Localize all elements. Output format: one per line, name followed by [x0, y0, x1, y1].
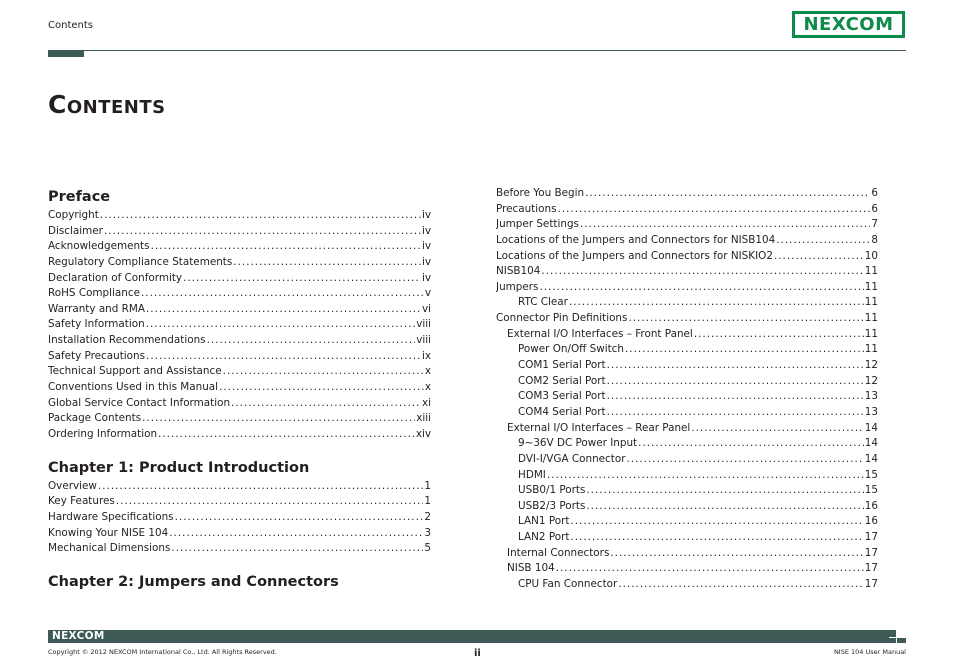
toc-entry[interactable]	[496, 374, 878, 390]
header-rule	[48, 50, 906, 51]
toc-entry-page: 17	[864, 531, 878, 544]
toc-leader-dots	[539, 280, 863, 296]
toc-entry-page: 13	[864, 390, 878, 403]
toc-entry-title: Package Contents	[48, 412, 142, 425]
toc-leader-dots	[580, 217, 870, 233]
toc-entry[interactable]	[48, 396, 431, 412]
toc-entry-page: 11	[864, 343, 878, 356]
toc-leader-dots	[586, 499, 863, 515]
toc-entry[interactable]	[496, 186, 878, 202]
nexcom-logo	[792, 11, 905, 38]
toc-leader-dots	[146, 302, 421, 318]
toc-entry[interactable]	[496, 280, 878, 296]
toc-leader-dots	[776, 233, 870, 249]
toc-entry[interactable]	[496, 327, 878, 343]
logo-text: NEXCOM	[803, 14, 894, 35]
toc-leader-dots	[223, 364, 424, 380]
toc-entry-page: x	[424, 365, 431, 378]
toc-entry-title: Copyright	[48, 208, 99, 221]
toc-leader-dots	[171, 541, 423, 557]
toc-entry-title: Warranty and RMA	[48, 302, 145, 315]
toc-entry-page: 1	[424, 479, 431, 492]
toc-entry-title: Power On/Off Switch	[518, 343, 624, 356]
toc-entry-page: 16	[864, 499, 878, 512]
toc-entry-title: LAN1 Port	[518, 515, 570, 528]
toc-entry-page: iv	[421, 208, 431, 221]
toc-entry-title: Jumper Settings	[496, 218, 579, 231]
toc-leader-dots	[219, 380, 424, 396]
toc-leader-dots	[175, 510, 424, 526]
toc-entry-title: RoHS Compliance	[48, 287, 140, 300]
toc-entry-title: Acknowledgements	[48, 240, 150, 253]
toc-leader-dots	[151, 239, 421, 255]
toc-leader-dots	[585, 186, 870, 202]
toc-entry-title: HDMI	[518, 468, 546, 481]
section-heading-chapter2: Chapter 2: Jumpers and Connectors	[48, 573, 339, 590]
toc-leader-dots	[116, 494, 424, 510]
toc-entry-page: 8	[871, 233, 878, 246]
toc-entry-page: iv	[421, 240, 431, 253]
toc-entry-title: COM2 Serial Port	[518, 374, 606, 387]
footer-copyright: Copyright © 2012 NEXCOM International Co., Ltd. All Rights Reserved.	[48, 648, 277, 656]
toc-entry-title: Technical Support and Assistance	[48, 365, 222, 378]
page-title: Contents	[48, 90, 166, 119]
toc-entry[interactable]	[496, 546, 878, 562]
toc-entry-title: Declaration of Conformity	[48, 271, 183, 284]
toc-leader-dots	[774, 249, 864, 265]
toc-entry-page: 3	[424, 526, 431, 539]
toc-entry[interactable]	[48, 302, 431, 318]
toc-entry[interactable]	[496, 577, 878, 593]
toc-entry[interactable]	[496, 295, 878, 311]
toc-entry-page: 17	[864, 546, 878, 559]
toc-entry[interactable]	[48, 333, 431, 349]
toc-entry[interactable]	[48, 526, 431, 542]
toc-entry-title: Locations of the Jumpers and Connectors for NISB104	[496, 233, 776, 246]
toc-entry-title: USB0/1 Ports	[518, 484, 586, 497]
toc-entry-page: 11	[864, 312, 878, 325]
toc-leader-dots	[556, 561, 864, 577]
toc-leader-dots	[626, 452, 863, 468]
toc-entry[interactable]	[496, 514, 878, 530]
toc-leader-dots	[610, 546, 863, 562]
toc-entry[interactable]	[48, 541, 431, 557]
toc-entry-page: 7	[871, 218, 878, 231]
toc-entry[interactable]	[48, 479, 431, 495]
toc-entry[interactable]	[48, 427, 431, 443]
toc-entry-page: iv	[421, 271, 431, 284]
toc-list-chapter2	[496, 186, 878, 593]
toc-entry[interactable]	[48, 510, 431, 526]
toc-leader-dots	[231, 396, 421, 412]
toc-entry-page: 2	[424, 510, 431, 523]
toc-entry-page: viii	[416, 318, 431, 331]
toc-list-chapter1	[48, 479, 431, 557]
footer-bar	[48, 630, 889, 643]
toc-entry-title: Precautions	[496, 202, 557, 215]
toc-entry-title: Hardware Specifications	[48, 510, 174, 523]
toc-entry[interactable]	[496, 342, 878, 358]
toc-leader-dots	[104, 224, 421, 240]
toc-leader-dots	[570, 530, 863, 546]
toc-entry-title: LAN2 Port	[518, 531, 570, 544]
toc-leader-dots	[233, 255, 421, 271]
toc-leader-dots	[618, 577, 863, 593]
toc-leader-dots	[158, 427, 415, 443]
toc-entry-page: 15	[864, 468, 878, 481]
toc-entry-page: iv	[421, 224, 431, 237]
toc-entry[interactable]	[48, 380, 431, 396]
toc-leader-dots	[547, 468, 864, 484]
toc-entry[interactable]	[496, 405, 878, 421]
toc-entry-title: RTC Clear	[518, 296, 568, 309]
toc-entry-page: 6	[871, 202, 878, 215]
toc-entry-page: iv	[421, 255, 431, 268]
toc-right-column	[496, 186, 878, 593]
section-heading-preface: Preface	[48, 189, 111, 205]
toc-entry-page: 14	[864, 421, 878, 434]
toc-entry-title: Regulatory Compliance Statements	[48, 255, 233, 268]
toc-entry-page: 14	[864, 437, 878, 450]
toc-entry-page: 11	[864, 280, 878, 293]
toc-leader-dots	[541, 264, 863, 280]
toc-entry-page: 11	[864, 296, 878, 309]
toc-entry-title: Disclaimer	[48, 224, 103, 237]
toc-entry[interactable]	[496, 561, 878, 577]
toc-entry-page: xi	[421, 396, 431, 409]
page-number: ii	[474, 648, 481, 659]
toc-leader-dots	[98, 479, 423, 495]
toc-entry[interactable]	[48, 286, 431, 302]
toc-entry-page: xiv	[415, 427, 431, 440]
toc-leader-dots	[607, 389, 864, 405]
toc-entry-page: ix	[421, 349, 431, 362]
toc-entry[interactable]	[48, 364, 431, 380]
toc-list-preface	[48, 208, 431, 443]
toc-entry-title: DVI-I/VGA Connector	[518, 452, 626, 465]
toc-leader-dots	[607, 358, 864, 374]
toc-entry[interactable]	[496, 358, 878, 374]
toc-entry-page: v	[424, 287, 431, 300]
toc-entry[interactable]	[496, 264, 878, 280]
toc-entry[interactable]	[496, 311, 878, 327]
toc-entry-page: xiii	[416, 412, 431, 425]
toc-entry-title: External I/O Interfaces – Rear Panel	[507, 421, 691, 434]
toc-entry-page: 12	[864, 359, 878, 372]
toc-entry-title: Ordering Information	[48, 427, 158, 440]
toc-entry-page: 15	[864, 484, 878, 497]
toc-leader-dots	[183, 271, 421, 287]
section-heading-chapter1: Chapter 1: Product Introduction	[48, 459, 310, 476]
running-header: Contents	[48, 20, 93, 31]
toc-entry-title: COM1 Serial Port	[518, 359, 606, 372]
toc-entry[interactable]	[496, 436, 878, 452]
toc-entry-page: x	[424, 381, 431, 394]
toc-entry-page: 16	[864, 515, 878, 528]
toc-left-column	[48, 186, 431, 593]
toc-entry-title: USB2/3 Ports	[518, 499, 586, 512]
footer-logo: NEXCOM	[52, 630, 105, 642]
toc-leader-dots	[628, 311, 863, 327]
toc-leader-dots	[607, 374, 864, 390]
footer-manual-name: NISE 104 User Manual	[833, 648, 906, 656]
toc-entry-title: Locations of the Jumpers and Connectors for NISKIO2	[496, 249, 773, 262]
toc-entry-title: COM3 Serial Port	[518, 390, 606, 403]
toc-entry-page: 17	[864, 562, 878, 575]
toc-entry-page: viii	[416, 334, 431, 347]
toc-entry-page: 11	[864, 265, 878, 278]
toc-entry[interactable]	[48, 208, 431, 224]
toc-leader-dots	[142, 411, 415, 427]
toc-entry-page: 6	[871, 186, 878, 199]
toc-entry-page: 17	[864, 578, 878, 590]
toc-entry-page: 10	[864, 249, 878, 262]
toc-entry-title: NISB 104	[507, 562, 555, 575]
toc-entry[interactable]	[496, 421, 878, 437]
toc-leader-dots	[638, 436, 864, 452]
toc-entry[interactable]	[496, 499, 878, 515]
toc-entry-page: 5	[424, 542, 431, 555]
toc-entry-title: Global Service Contact Information	[48, 396, 231, 409]
toc-leader-dots	[691, 421, 863, 437]
toc-entry[interactable]	[496, 202, 878, 218]
toc-entry[interactable]	[48, 317, 431, 333]
toc-entry-title: NISB104	[496, 265, 541, 278]
toc-entry-title: Before You Begin	[496, 186, 585, 199]
toc-leader-dots	[607, 405, 864, 421]
toc-entry-title: Safety Precautions	[48, 349, 146, 362]
header-rule-tab	[48, 51, 84, 57]
toc-entry[interactable]	[496, 452, 878, 468]
toc-entry[interactable]	[48, 349, 431, 365]
toc-entry[interactable]	[496, 389, 878, 405]
toc-entry-title: CPU Fan Connector	[518, 578, 618, 590]
toc-leader-dots	[570, 514, 863, 530]
toc-entry-title: Mechanical Dimensions	[48, 542, 171, 555]
toc-entry-page: 13	[864, 405, 878, 418]
toc-entry[interactable]	[48, 224, 431, 240]
toc-entry-title: COM4 Serial Port	[518, 405, 606, 418]
toc-entry-title: External I/O Interfaces – Front Panel	[507, 327, 693, 340]
toc-entry-page: vi	[421, 302, 431, 315]
toc-entry[interactable]	[496, 483, 878, 499]
toc-entry-title: 9~36V DC Power Input	[518, 437, 638, 450]
toc-entry-title: Key Features	[48, 495, 115, 508]
toc-leader-dots	[569, 295, 864, 311]
toc-leader-dots	[694, 327, 864, 343]
toc-entry[interactable]	[496, 249, 878, 265]
toc-entry-title: Internal Connectors	[507, 546, 610, 559]
toc-entry-page: 1	[424, 495, 431, 508]
toc-entry-page: 11	[864, 327, 878, 340]
toc-entry-page: 14	[864, 452, 878, 465]
toc-leader-dots	[169, 526, 423, 542]
toc-entry-title: Installation Recommendations	[48, 334, 206, 347]
toc-entry-page: 12	[864, 374, 878, 387]
toc-leader-dots	[141, 286, 424, 302]
toc-leader-dots	[100, 208, 421, 224]
toc-entry[interactable]	[48, 411, 431, 427]
toc-leader-dots	[558, 202, 871, 218]
toc-entry-title: Connector Pin Definitions	[496, 312, 628, 325]
toc-entry[interactable]	[496, 233, 878, 249]
toc-leader-dots	[207, 333, 416, 349]
toc-entry-title: Knowing Your NISE 104	[48, 526, 169, 539]
toc-leader-dots	[586, 483, 863, 499]
toc-entry-title: Jumpers	[496, 280, 539, 293]
footer-squares-icon	[889, 630, 906, 643]
toc-entry[interactable]	[496, 468, 878, 484]
toc-entry[interactable]	[496, 217, 878, 233]
toc-entry-title: Conventions Used in this Manual	[48, 381, 219, 394]
toc-entry-title: Safety Information	[48, 318, 145, 331]
toc-leader-dots	[146, 317, 416, 333]
toc-entry[interactable]	[48, 255, 431, 271]
toc-leader-dots	[146, 349, 421, 365]
toc-leader-dots	[625, 342, 864, 358]
toc-entry[interactable]	[496, 530, 878, 546]
toc-entry[interactable]	[48, 494, 431, 510]
toc-entry-title: Overview	[48, 479, 97, 492]
toc-entry[interactable]	[48, 239, 431, 255]
toc-entry[interactable]	[48, 271, 431, 287]
